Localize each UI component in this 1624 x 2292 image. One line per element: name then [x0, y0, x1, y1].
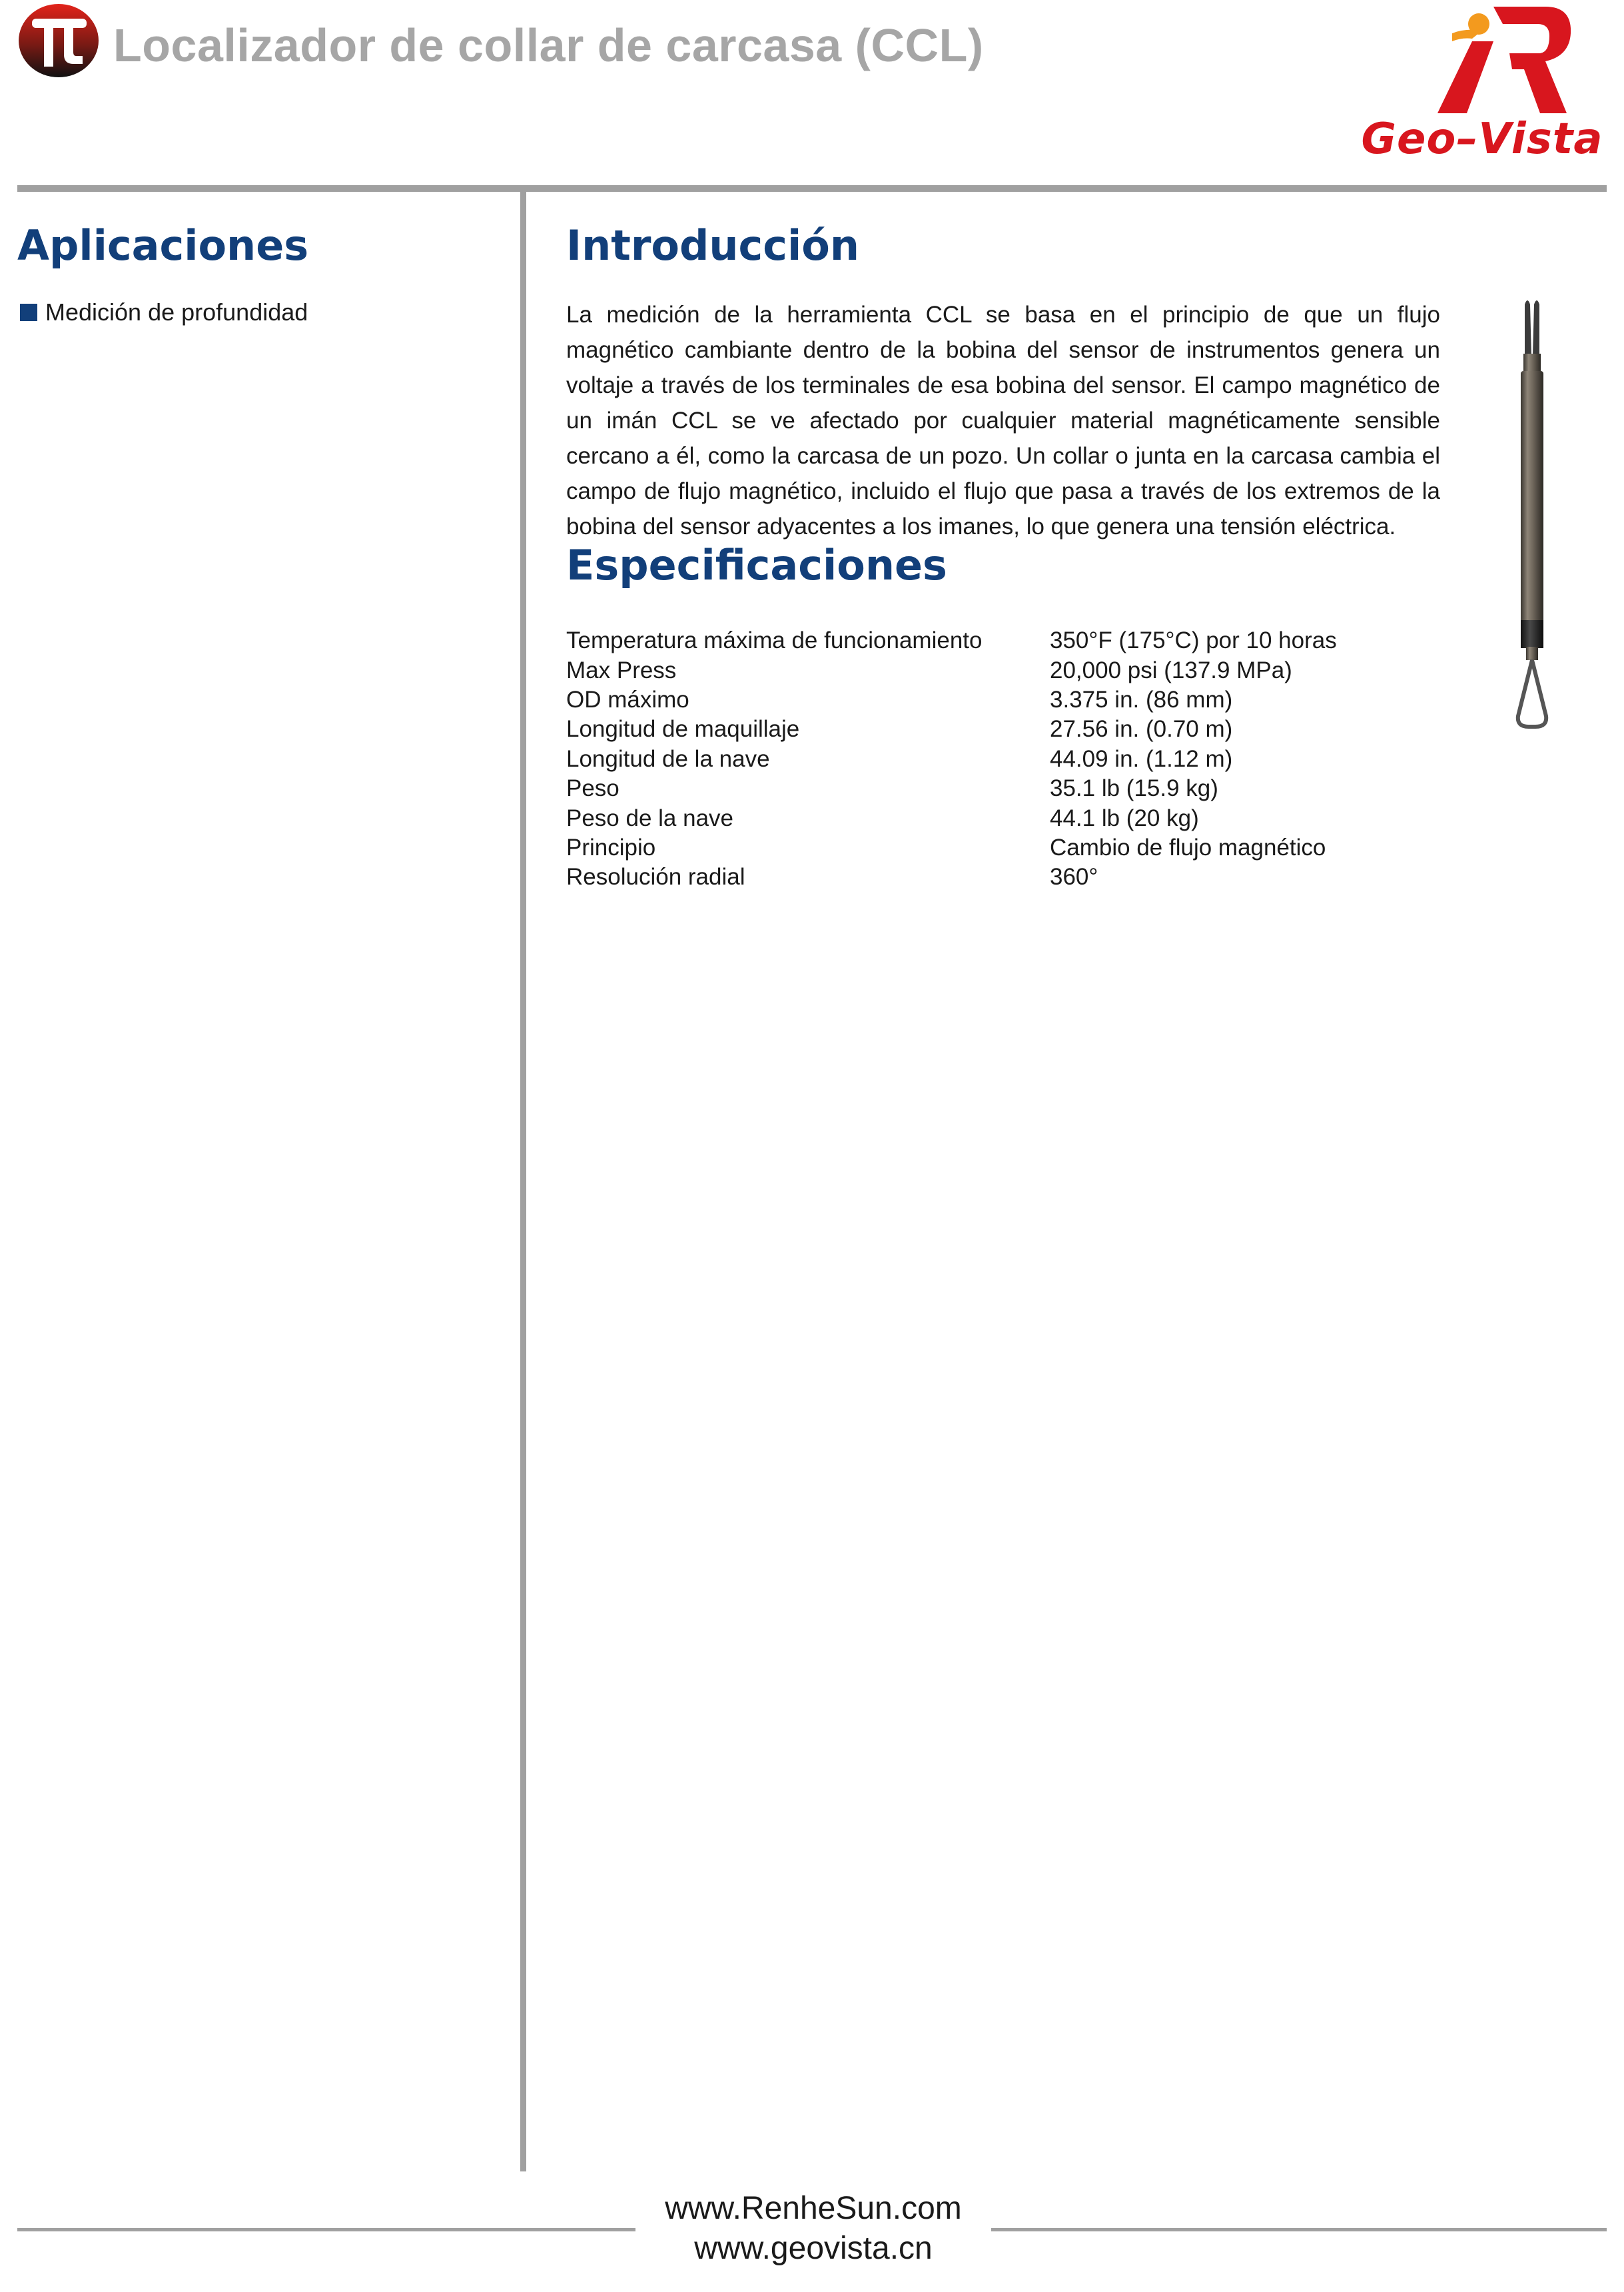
- table-row: [566, 745, 1337, 774]
- introduction-heading: Introducción: [566, 221, 860, 270]
- spec-label: Peso de la nave: [566, 805, 734, 831]
- spec-label: Resolución radial: [566, 864, 745, 891]
- list-item: [20, 298, 308, 326]
- table-row: [566, 715, 1337, 744]
- table-row: [566, 626, 1337, 655]
- spec-label: Longitud de maquillaje: [566, 716, 800, 743]
- geovista-url-link[interactable]: www.geovista.cn: [694, 2231, 933, 2266]
- applications-heading: Aplicaciones: [17, 221, 309, 270]
- brand-name: Geo–Vista: [1361, 115, 1603, 164]
- spec-label: Principio: [566, 834, 656, 861]
- renhesun-url-link[interactable]: www.RenheSun.com: [665, 2191, 962, 2226]
- specifications-table: [566, 626, 1337, 893]
- ccl-tool-image: [1509, 296, 1555, 729]
- footer-links: [635, 2189, 991, 2269]
- page-title: Localizador de collar de carcasa (CCL): [113, 19, 984, 71]
- square-bullet-icon: [20, 304, 37, 321]
- specifications-heading: Especificaciones: [566, 541, 947, 589]
- spec-value: Cambio de flujo magnético: [1050, 834, 1326, 861]
- spec-label: Peso: [566, 775, 619, 802]
- footer-divider-right: [991, 2228, 1607, 2231]
- spec-label: Longitud de la nave: [566, 745, 770, 772]
- application-label: Medición de profundidad: [45, 298, 308, 326]
- table-row: [566, 774, 1337, 803]
- applications-list: [20, 298, 308, 326]
- spec-value: 360°: [1050, 864, 1098, 891]
- table-row: [566, 803, 1337, 833]
- spec-value: 44.09 in. (1.12 m): [1050, 745, 1233, 772]
- table-row: [566, 833, 1337, 863]
- table-row: [566, 685, 1337, 715]
- column-divider: [520, 192, 526, 2171]
- spec-value: 44.1 lb (20 kg): [1050, 805, 1199, 831]
- spec-value: 35.1 lb (15.9 kg): [1050, 775, 1218, 802]
- introduction-paragraph: La medición de la herramienta CCL se basa en el principio de que un flujo magnético cambiante dentro de la bobina del sensor de instrumentos genera un voltaje a través de los terminales de esa bobina del sensor. El campo magnético de un imán CCL se ve afectado por cualquier material magnéticamente sensible cercano a él, como la carcasa de un pozo. Un collar o junta en la carcasa cambia el campo de flujo magnético, incluido el flujo que pasa a través de los extremos de la bobina del sensor adyacentes a los imanes, lo que genera una tensión eléctrica.: [566, 302, 1440, 540]
- table-row: [566, 655, 1337, 685]
- table-row: [566, 863, 1337, 892]
- spec-value: 20,000 psi (137.9 MPa): [1050, 657, 1292, 683]
- spec-label: OD máximo: [566, 686, 689, 713]
- spec-value: 3.375 in. (86 mm): [1050, 686, 1233, 713]
- header-divider: [17, 185, 1607, 192]
- spec-label: Max Press: [566, 657, 677, 683]
- spec-value: 350°F (175°C) por 10 horas: [1050, 627, 1337, 654]
- renhesun-logo-icon: [17, 3, 100, 79]
- spec-value: 27.56 in. (0.70 m): [1050, 716, 1233, 743]
- spec-label: Temperatura máxima de funcionamiento: [566, 627, 983, 654]
- footer-divider-left: [17, 2228, 635, 2231]
